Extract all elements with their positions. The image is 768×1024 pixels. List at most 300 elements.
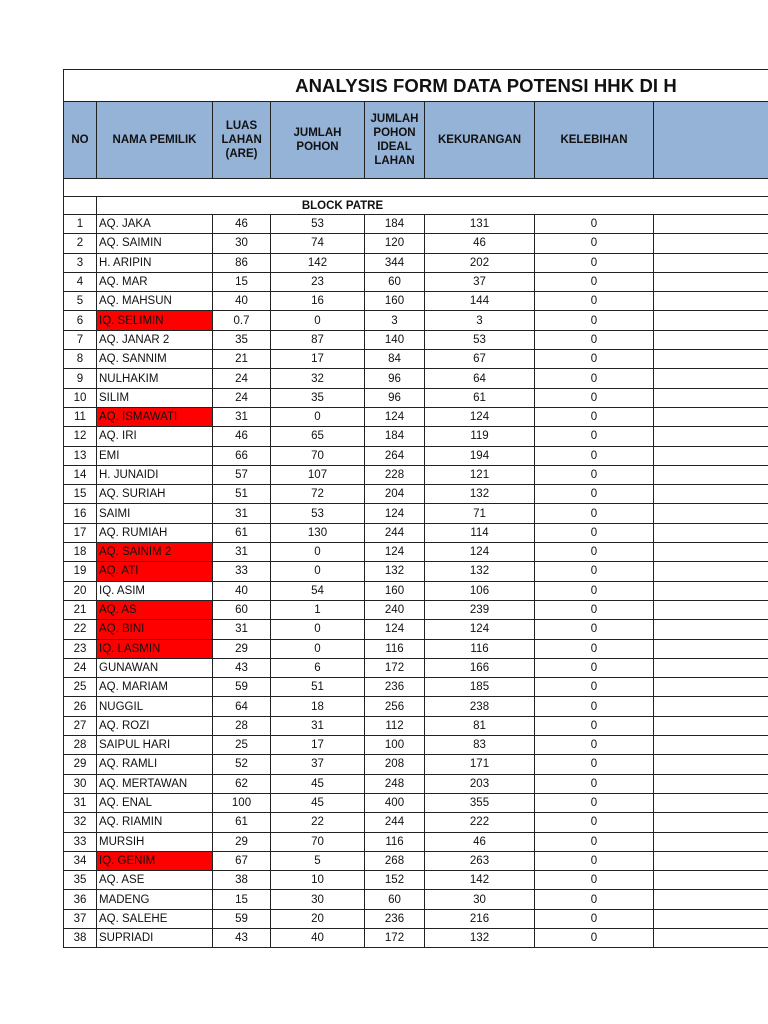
table-row	[64, 465, 768, 484]
row-name: AQ. RUMIAH	[97, 523, 213, 542]
row-luas: 25	[213, 736, 271, 755]
row-extra	[654, 523, 768, 542]
row-jumlah-ideal: 100	[365, 736, 425, 755]
row-luas: 61	[213, 813, 271, 832]
table-row	[64, 504, 768, 523]
row-luas: 29	[213, 639, 271, 658]
row-jumlah-ideal: 140	[365, 330, 425, 349]
table-row	[64, 485, 768, 504]
row-luas: 24	[213, 369, 271, 388]
row-name: SAIMI	[97, 504, 213, 523]
row-kekurangan: 46	[425, 832, 535, 851]
row-luas: 60	[213, 600, 271, 619]
row-kekurangan: 116	[425, 639, 535, 658]
row-name: AQ. ASE	[97, 871, 213, 890]
table-row	[64, 697, 768, 716]
table-row	[64, 311, 768, 330]
row-luas: 28	[213, 716, 271, 735]
row-name: SILIM	[97, 388, 213, 407]
header-luas-lahan-label: LUAS LAHAN (ARE)	[221, 120, 262, 160]
row-luas: 52	[213, 755, 271, 774]
row-luas: 24	[213, 388, 271, 407]
row-jumlah-ideal: 244	[365, 813, 425, 832]
row-extra	[654, 562, 768, 581]
table-row	[64, 793, 768, 812]
row-extra	[654, 697, 768, 716]
header-no: NO	[64, 102, 97, 179]
row-kelebihan: 0	[535, 620, 654, 639]
table-row	[64, 909, 768, 928]
row-kekurangan: 355	[425, 793, 535, 812]
row-jumlah-pohon: 0	[271, 620, 365, 639]
row-name: AQ. IRI	[97, 427, 213, 446]
row-luas: 29	[213, 832, 271, 851]
row-kekurangan: 83	[425, 736, 535, 755]
row-name: IQ. GENIM	[97, 851, 213, 870]
row-no: 15	[64, 485, 97, 504]
row-extra	[654, 446, 768, 465]
row-extra	[654, 909, 768, 928]
row-luas: 21	[213, 350, 271, 369]
row-extra	[654, 292, 768, 311]
row-no: 6	[64, 311, 97, 330]
table-row	[64, 272, 768, 291]
row-luas: 57	[213, 465, 271, 484]
row-jumlah-ideal: 244	[365, 523, 425, 542]
row-luas: 30	[213, 234, 271, 253]
row-kelebihan: 0	[535, 350, 654, 369]
row-jumlah-pohon: 20	[271, 909, 365, 928]
table-row	[64, 427, 768, 446]
row-kekurangan: 30	[425, 890, 535, 909]
row-no: 33	[64, 832, 97, 851]
row-extra	[654, 311, 768, 330]
row-name: AQ. ATI	[97, 562, 213, 581]
table-row	[64, 446, 768, 465]
row-name: AQ. SAIMIN	[97, 234, 213, 253]
row-name: AQ. SURIAH	[97, 485, 213, 504]
row-kekurangan: 119	[425, 427, 535, 446]
header-nama-pemilik: NAMA PEMILIK	[97, 102, 213, 179]
row-luas: 15	[213, 890, 271, 909]
row-luas: 61	[213, 523, 271, 542]
row-jumlah-pohon: 0	[271, 407, 365, 426]
row-no: 29	[64, 755, 97, 774]
row-extra	[654, 465, 768, 484]
row-extra	[654, 755, 768, 774]
row-extra	[654, 813, 768, 832]
table-row	[64, 215, 768, 234]
row-jumlah-ideal: 124	[365, 620, 425, 639]
block-row	[64, 197, 768, 215]
row-name: NUGGIL	[97, 697, 213, 716]
row-name: AQ. SANNIM	[97, 350, 213, 369]
header-row	[64, 102, 768, 179]
row-extra	[654, 485, 768, 504]
row-jumlah-ideal: 344	[365, 253, 425, 272]
row-kelebihan: 0	[535, 909, 654, 928]
row-jumlah-pohon: 0	[271, 639, 365, 658]
row-jumlah-pohon: 53	[271, 504, 365, 523]
row-no: 26	[64, 697, 97, 716]
row-kekurangan: 46	[425, 234, 535, 253]
row-jumlah-ideal: 236	[365, 678, 425, 697]
row-jumlah-ideal: 172	[365, 658, 425, 677]
row-jumlah-ideal: 400	[365, 793, 425, 812]
table-row	[64, 658, 768, 677]
row-no: 21	[64, 600, 97, 619]
row-kekurangan: 71	[425, 504, 535, 523]
row-luas: 0.7	[213, 311, 271, 330]
row-name: AQ. SALEHE	[97, 909, 213, 928]
row-kelebihan: 0	[535, 639, 654, 658]
row-no: 5	[64, 292, 97, 311]
row-name: MADENG	[97, 890, 213, 909]
row-kelebihan: 0	[535, 890, 654, 909]
row-no: 3	[64, 253, 97, 272]
row-kekurangan: 67	[425, 350, 535, 369]
row-name: GUNAWAN	[97, 658, 213, 677]
row-jumlah-pohon: 130	[271, 523, 365, 542]
table-row	[64, 774, 768, 793]
row-kekurangan: 53	[425, 330, 535, 349]
row-jumlah-ideal: 124	[365, 504, 425, 523]
row-extra	[654, 407, 768, 426]
block-no-cell	[64, 197, 97, 215]
row-jumlah-ideal: 240	[365, 600, 425, 619]
row-kelebihan: 0	[535, 388, 654, 407]
row-kelebihan: 0	[535, 446, 654, 465]
row-extra	[654, 253, 768, 272]
header-extra	[654, 102, 768, 179]
row-jumlah-pohon: 142	[271, 253, 365, 272]
row-extra	[654, 871, 768, 890]
row-jumlah-ideal: 172	[365, 928, 425, 947]
row-kekurangan: 185	[425, 678, 535, 697]
row-jumlah-pohon: 74	[271, 234, 365, 253]
row-kelebihan: 0	[535, 369, 654, 388]
table-row	[64, 600, 768, 619]
row-name: H. ARIPIN	[97, 253, 213, 272]
row-extra	[654, 928, 768, 947]
row-kekurangan: 144	[425, 292, 535, 311]
row-name: AQ. ENAL	[97, 793, 213, 812]
row-kekurangan: 166	[425, 658, 535, 677]
table-row	[64, 890, 768, 909]
row-no: 7	[64, 330, 97, 349]
row-kekurangan: 263	[425, 851, 535, 870]
row-name: AQ. MAHSUN	[97, 292, 213, 311]
row-luas: 40	[213, 292, 271, 311]
row-no: 12	[64, 427, 97, 446]
table-row	[64, 813, 768, 832]
row-jumlah-ideal: 132	[365, 562, 425, 581]
row-jumlah-ideal: 112	[365, 716, 425, 735]
row-name: EMI	[97, 446, 213, 465]
row-jumlah-pohon: 72	[271, 485, 365, 504]
row-kelebihan: 0	[535, 678, 654, 697]
table-row	[64, 350, 768, 369]
row-kekurangan: 81	[425, 716, 535, 735]
row-extra	[654, 330, 768, 349]
row-luas: 67	[213, 851, 271, 870]
row-jumlah-pohon: 10	[271, 871, 365, 890]
row-no: 30	[64, 774, 97, 793]
table-row	[64, 928, 768, 947]
table-row	[64, 234, 768, 253]
row-kelebihan: 0	[535, 851, 654, 870]
row-kelebihan: 0	[535, 523, 654, 542]
row-name: AQ. JANAR 2	[97, 330, 213, 349]
row-kekurangan: 171	[425, 755, 535, 774]
row-jumlah-pohon: 6	[271, 658, 365, 677]
block-label: BLOCK PATRE	[97, 197, 768, 215]
row-name: SAIPUL HARI	[97, 736, 213, 755]
row-kekurangan: 222	[425, 813, 535, 832]
row-kekurangan: 202	[425, 253, 535, 272]
row-jumlah-ideal: 60	[365, 890, 425, 909]
row-jumlah-ideal: 236	[365, 909, 425, 928]
blank-row	[64, 179, 768, 197]
row-kekurangan: 37	[425, 272, 535, 291]
row-name: IQ. LASMIN	[97, 639, 213, 658]
row-name: SUPRIADI	[97, 928, 213, 947]
row-jumlah-pohon: 70	[271, 832, 365, 851]
row-kelebihan: 0	[535, 871, 654, 890]
row-kelebihan: 0	[535, 697, 654, 716]
row-jumlah-pohon: 0	[271, 311, 365, 330]
table-row	[64, 543, 768, 562]
row-no: 1	[64, 215, 97, 234]
row-jumlah-ideal: 248	[365, 774, 425, 793]
row-kekurangan: 203	[425, 774, 535, 793]
row-no: 37	[64, 909, 97, 928]
table-row	[64, 523, 768, 542]
row-kekurangan: 239	[425, 600, 535, 619]
row-no: 17	[64, 523, 97, 542]
row-luas: 15	[213, 272, 271, 291]
table-row	[64, 832, 768, 851]
row-luas: 33	[213, 562, 271, 581]
row-extra	[654, 272, 768, 291]
row-kelebihan: 0	[535, 215, 654, 234]
row-jumlah-pohon: 53	[271, 215, 365, 234]
row-kelebihan: 0	[535, 736, 654, 755]
row-jumlah-pohon: 22	[271, 813, 365, 832]
row-extra	[654, 504, 768, 523]
row-jumlah-ideal: 256	[365, 697, 425, 716]
header-jumlah-pohon	[271, 102, 365, 179]
table-row	[64, 851, 768, 870]
row-kekurangan: 64	[425, 369, 535, 388]
row-extra	[654, 215, 768, 234]
row-no: 14	[64, 465, 97, 484]
header-jumlah-ideal-label: JUMLAH POHON IDEAL LAHAN	[370, 113, 419, 167]
row-no: 11	[64, 407, 97, 426]
row-name: AQ. MARIAM	[97, 678, 213, 697]
row-no: 38	[64, 928, 97, 947]
table-row	[64, 639, 768, 658]
row-no: 16	[64, 504, 97, 523]
row-luas: 100	[213, 793, 271, 812]
row-kekurangan: 131	[425, 215, 535, 234]
row-no: 24	[64, 658, 97, 677]
row-jumlah-ideal: 204	[365, 485, 425, 504]
row-luas: 51	[213, 485, 271, 504]
row-name: AQ. JAKA	[97, 215, 213, 234]
row-kekurangan: 106	[425, 581, 535, 600]
row-luas: 43	[213, 658, 271, 677]
row-kelebihan: 0	[535, 330, 654, 349]
row-kekurangan: 132	[425, 485, 535, 504]
row-kekurangan: 194	[425, 446, 535, 465]
header-kelebihan: KELEBIHAN	[535, 102, 654, 179]
table-row	[64, 716, 768, 735]
table-row	[64, 369, 768, 388]
table-row	[64, 253, 768, 272]
row-kekurangan: 121	[425, 465, 535, 484]
row-name: AQ. ROZI	[97, 716, 213, 735]
table-row	[64, 562, 768, 581]
row-kelebihan: 0	[535, 543, 654, 562]
row-jumlah-pohon: 65	[271, 427, 365, 446]
row-jumlah-pohon: 0	[271, 562, 365, 581]
row-jumlah-ideal: 124	[365, 543, 425, 562]
row-name: IQ. ASIM	[97, 581, 213, 600]
row-jumlah-ideal: 160	[365, 292, 425, 311]
row-name: AQ. RIAMIN	[97, 813, 213, 832]
row-luas: 59	[213, 678, 271, 697]
row-kelebihan: 0	[535, 658, 654, 677]
row-kekurangan: 238	[425, 697, 535, 716]
row-extra	[654, 716, 768, 735]
row-luas: 46	[213, 427, 271, 446]
table-row	[64, 388, 768, 407]
row-kekurangan: 124	[425, 407, 535, 426]
table-row	[64, 755, 768, 774]
table-row	[64, 581, 768, 600]
table-row	[64, 736, 768, 755]
row-jumlah-pohon: 37	[271, 755, 365, 774]
table-row	[64, 620, 768, 639]
row-luas: 31	[213, 504, 271, 523]
row-no: 28	[64, 736, 97, 755]
row-jumlah-ideal: 116	[365, 832, 425, 851]
row-no: 23	[64, 639, 97, 658]
row-kekurangan: 132	[425, 562, 535, 581]
row-no: 19	[64, 562, 97, 581]
table-row	[64, 330, 768, 349]
row-kekurangan: 132	[425, 928, 535, 947]
row-jumlah-pohon: 23	[271, 272, 365, 291]
row-extra	[654, 678, 768, 697]
row-kelebihan: 0	[535, 774, 654, 793]
row-extra	[654, 774, 768, 793]
row-name: AQ. MAR	[97, 272, 213, 291]
row-extra	[654, 736, 768, 755]
row-jumlah-pohon: 16	[271, 292, 365, 311]
row-no: 20	[64, 581, 97, 600]
row-jumlah-ideal: 60	[365, 272, 425, 291]
row-luas: 86	[213, 253, 271, 272]
row-kelebihan: 0	[535, 427, 654, 446]
row-extra	[654, 793, 768, 812]
row-kelebihan: 0	[535, 234, 654, 253]
table-row	[64, 407, 768, 426]
row-no: 18	[64, 543, 97, 562]
row-no: 25	[64, 678, 97, 697]
header-jumlah-pohon-label: JUMLAH POHON	[293, 127, 342, 153]
row-extra	[654, 832, 768, 851]
row-name: IQ. SELIMIN	[97, 311, 213, 330]
row-no: 2	[64, 234, 97, 253]
row-jumlah-ideal: 228	[365, 465, 425, 484]
row-jumlah-ideal: 96	[365, 388, 425, 407]
row-jumlah-pohon: 54	[271, 581, 365, 600]
row-jumlah-pohon: 0	[271, 543, 365, 562]
row-extra	[654, 600, 768, 619]
row-no: 13	[64, 446, 97, 465]
row-jumlah-pohon: 30	[271, 890, 365, 909]
page-title: ANALYSIS FORM DATA POTENSI HHK DI H	[64, 70, 768, 102]
row-jumlah-pohon: 40	[271, 928, 365, 947]
header-luas-lahan	[213, 102, 271, 179]
row-jumlah-pohon: 17	[271, 736, 365, 755]
row-jumlah-pohon: 32	[271, 369, 365, 388]
header-jumlah-ideal	[365, 102, 425, 179]
row-no: 35	[64, 871, 97, 890]
row-jumlah-pohon: 5	[271, 851, 365, 870]
row-extra	[654, 851, 768, 870]
row-kelebihan: 0	[535, 407, 654, 426]
row-jumlah-ideal: 184	[365, 427, 425, 446]
row-name: AQ. MERTAWAN	[97, 774, 213, 793]
row-kekurangan: 61	[425, 388, 535, 407]
row-jumlah-pohon: 107	[271, 465, 365, 484]
row-name: AQ. AS	[97, 600, 213, 619]
row-jumlah-pohon: 70	[271, 446, 365, 465]
row-no: 4	[64, 272, 97, 291]
row-kelebihan: 0	[535, 465, 654, 484]
table-row	[64, 871, 768, 890]
row-kelebihan: 0	[535, 581, 654, 600]
header-kekurangan: KEKURANGAN	[425, 102, 535, 179]
row-kelebihan: 0	[535, 272, 654, 291]
row-kelebihan: 0	[535, 504, 654, 523]
row-extra	[654, 234, 768, 253]
row-extra	[654, 639, 768, 658]
row-kelebihan: 0	[535, 600, 654, 619]
row-jumlah-ideal: 160	[365, 581, 425, 600]
row-jumlah-pohon: 1	[271, 600, 365, 619]
row-jumlah-ideal: 96	[365, 369, 425, 388]
row-extra	[654, 350, 768, 369]
row-kelebihan: 0	[535, 292, 654, 311]
row-name: AQ. SAINIM 2	[97, 543, 213, 562]
row-kelebihan: 0	[535, 928, 654, 947]
row-name: H. JUNAIDI	[97, 465, 213, 484]
row-extra	[654, 543, 768, 562]
row-kelebihan: 0	[535, 716, 654, 735]
row-name: NULHAKIM	[97, 369, 213, 388]
row-name: AQ. ISMAWATI	[97, 407, 213, 426]
row-extra	[654, 581, 768, 600]
row-luas: 31	[213, 620, 271, 639]
row-kekurangan: 142	[425, 871, 535, 890]
row-kelebihan: 0	[535, 562, 654, 581]
row-no: 36	[64, 890, 97, 909]
table-row	[64, 292, 768, 311]
